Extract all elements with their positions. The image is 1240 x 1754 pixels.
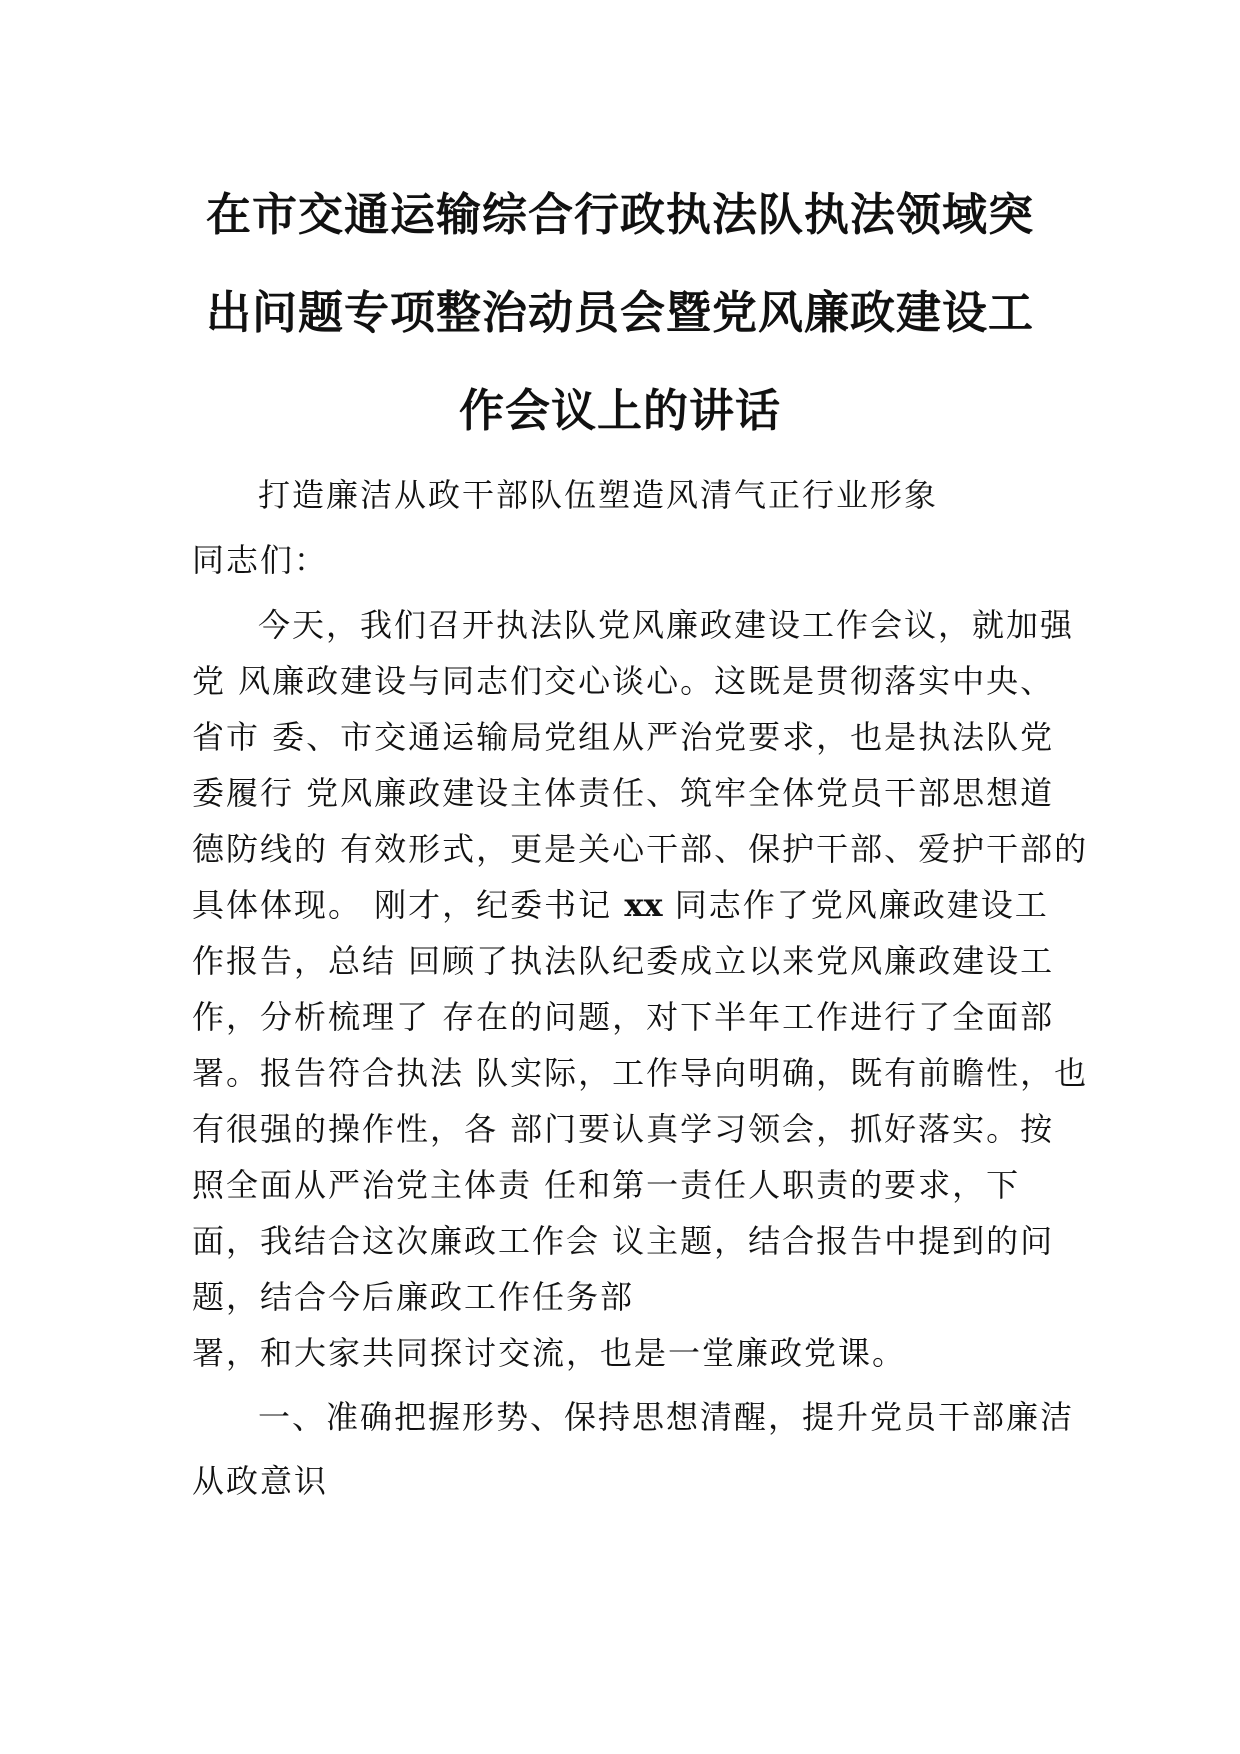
- body-line: 委履行 党风廉政建设主体责任、筑牢全体党员干部思想道: [192, 774, 1055, 812]
- body-line: 面，我结合这次廉政工作会 议主题，结合报告中提到的问: [192, 1222, 1055, 1260]
- body-line: [192, 880, 1049, 926]
- section-heading-line-1: 一、准确把握形势、保持思想清醒，提升党员干部廉洁: [258, 1398, 1075, 1436]
- document-title-line-3: 作会议上的讲话: [458, 384, 781, 437]
- secretary-name-placeholder: xx: [624, 886, 663, 924]
- body-line: 作报告，总结 回顾了执法队纪委成立以来党风廉政建设工: [192, 942, 1055, 980]
- document-title-line-1: 在市交通运输综合行政执法队执法领域突: [205, 188, 1034, 241]
- body-line: 照全面从严治党主体责 任和第一责任人职责的要求，下: [192, 1166, 1021, 1204]
- section-heading-line-2: 从政意识: [192, 1462, 329, 1500]
- body-line-text: 同志作了党风廉政建设工: [662, 886, 1049, 924]
- body-line: 省市 委、市交通运输局党组从严治党要求，也是执法队党: [192, 718, 1055, 756]
- document-subtitle: 打造廉洁从政干部队伍塑造风清气正行业形象: [258, 476, 939, 514]
- body-line: 署。报告符合执法 队实际，工作导向明确，既有前瞻性，也: [192, 1054, 1089, 1092]
- body-line: 署，和大家共同探讨交流，也是一堂廉政党课。: [192, 1334, 907, 1372]
- body-line: 党 风廉政建设与同志们交心谈心。这既是贯彻落实中央、: [192, 662, 1055, 700]
- salutation: 同志们：: [192, 541, 329, 579]
- body-line: 有很强的操作性，各 部门要认真学习领会，抓好落实。按: [192, 1110, 1055, 1148]
- body-line: 今天，我们召开执法队党风廉政建设工作会议，就加强: [258, 606, 1075, 644]
- document-title-line-2: 出问题专项整治动员会暨党风廉政建设工: [205, 286, 1034, 339]
- body-line: 作，分析梳理了 存在的问题，对下半年工作进行了全面部: [192, 998, 1055, 1036]
- body-line: 题，结合今后廉政工作任务部: [192, 1278, 635, 1316]
- body-line: 德防线的 有效形式，更是关心干部、保护干部、爱护干部的: [192, 830, 1089, 868]
- body-line-text: 具体体现。 刚才，纪委书记: [192, 886, 625, 924]
